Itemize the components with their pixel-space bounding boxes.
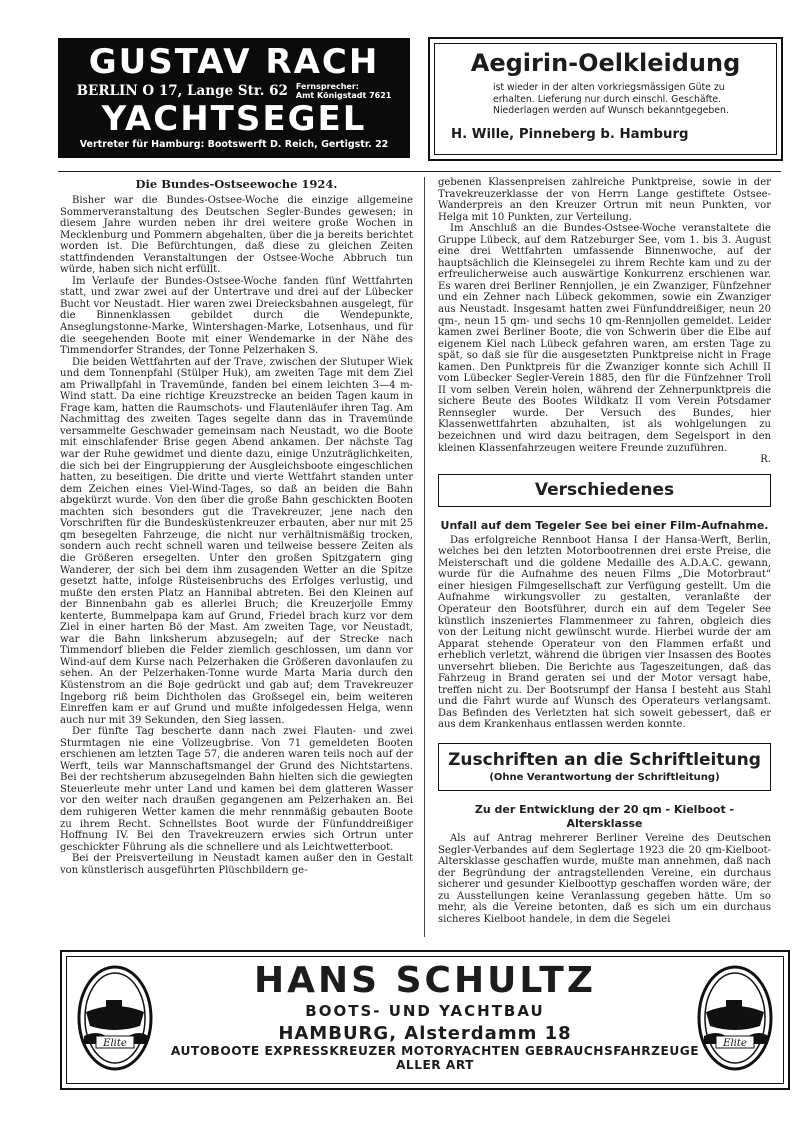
ad-rach-address-row bbox=[58, 82, 410, 100]
top-rule bbox=[58, 171, 781, 172]
ad-rach-phone-number: Amt Königstadt 7621 bbox=[295, 91, 392, 100]
article-title: Unfall auf dem Tegeler See bei einer Film-Aufnahme. bbox=[440, 518, 769, 532]
ad-schultz-center bbox=[152, 960, 698, 1047]
ad-rach-name: GUSTAV RACH bbox=[88, 42, 380, 82]
ad-rach-product: YACHTSEGEL bbox=[101, 99, 367, 139]
ad-aegirin-line: Niederlagen werden auf Wunsch bekanntgegeben. bbox=[493, 105, 729, 116]
logo-text: Elite bbox=[103, 1038, 127, 1049]
ad-schultz-firm: HANS SCHULTZ bbox=[254, 960, 596, 1001]
article-paragraph: Das erfolgreiche Rennboot Hansa I der Hansa-Werft, Berlin, welches bei den letzten Motorbootrennen drei erste Preise, die Meisterschaft und die goldene Medaille des A.D.A.C. gewann, wurde für die Aufnahme des neuen Films „Die Motorbraut“ einer hiesigen Filmgesellschaft zur Verfügung gestellt. Um die Aufnahme wirkungsvoller zu gestalten, veranlaßte der Operateur den Bootsführer, durch ein auf dem Tegeler See künstlich inszeniertes Flammenmeer zu fahren, obgleich dies von der Leitung nicht gewünscht wurde. Hierbei wurde der am Apparat stehende Operateur von den Flammen erfaßt und erheblich verletzt, während die übrigen vier Insassen des Bootes unversehrt blieben. Die Berichte aus Tageszeitungen, daß das Fahrzeug in Brand geraten sei und der Motor versagt habe, treffen nicht zu. Der Bootsrumpf der Hansa I besteht aus Stahl und die Fahrt wurde auf Wunsch des Operateurs verlangsamt. Das Befinden des Verletzten hat sich soweit gebessert, daß er aus dem Krankenhaus entlassen werden konnte. bbox=[438, 534, 771, 731]
logo-text: Elite bbox=[723, 1038, 747, 1049]
article-paragraph: Der fünfte Tag bescherte dann nach zwei Flauten- und zwei Sturmtagen nie eine Vollzeugbrise. Von 71 gemeldeten Booten erschienen am letzten Tage 57, die anderen waren teils noch auf der Werft, teils war Mannschaftsmangel der Grund des Nichtstartens. Bei der rechtsherum abzusegelnden Bahn hielten sich die gewiegten Steuerleute mehr unter Land und kamen bei dem glatteren Wasser vor den weiter nach draußen gegangenen am Pelzerhaken an. Bei dem ruhigeren Wetter kamen die mehr rennmäßig gebauten Boote zu ihrem Recht. Schnellstes Boot wurde der Fünfunddreißiger Hoffnung IV. Bei den Travekreuzern erwies sich Ortrun unter geschickter Führung als die schnellere und als Leichtwetterboot. bbox=[60, 726, 413, 853]
section-heading-title: Zuschriften an die Schriftleitung bbox=[448, 749, 761, 770]
article-signature: R. bbox=[760, 454, 771, 466]
article-paragraph: Als auf Antrag mehrerer Berliner Vereine des Deutschen Segler-Verbandes auf dem Seglertage 1923 die 20 qm-Kielboot-Altersklasse geschaffen wurde, mußte man annehmen, daß nach der Begründung der antragstellenden Vereine, ein durchaus sicherer und gesunder Kielboottyp geschaffen worden wäre, der zu Ausstellungen keine Veranlassung gegeben hätte. Um so mehr, als die Vereine betonten, daß es sich um ein durchaus sicheres Kielboot handele, in dem die Segelei bbox=[438, 832, 771, 925]
ad-aegirin bbox=[428, 37, 783, 161]
ad-schultz-city: HAMBURG, Alsterdamm 18 bbox=[278, 1023, 572, 1044]
article-paragraph: Die beiden Wettfahrten auf der Trave, zwischen der Slutuper Wiek und dem Tonnenpfahl (Stülper Huk), am zweiten Tage mit dem Ziel am Priwallpfahl in Travemünde, fanden bei einem leichten 3—4 m-Wind statt. Da eine richtige Kreuzstrecke an beiden Tagen kaum in Frage kam, hatten die Raumschots- und Flautenläufer ihren Tag. Am Nachmittag des zweiten Tages segelte dann das in Travemünde versammelte Geschwader gemeinsam nach Neustadt, wo die Boote mit einschlafender Brise gegen Abend ankamen. Der nächste Tag war der Ruhe gewidmet und diente dazu, einige Unzuträglichkeiten, die sich bei der Eingruppierung der Ausgleichsboote eingeschlichen hatten, zu beseitigen. Die dritte und vierte Wettfahrt standen unter dem Zeichen eines Viel-Wind-Tages, so daß an beiden die Bahn abgekürzt wurde. Von den über die große Bahn geschickten Booten machten sich besonders gut die Travekreuzer, jene nach den Vorschriften für die Bundesküstenkreuzer erbauten, aber nur mit 25 qm besegelten Fahrzeuge, die nicht nur verhältnismäßig trocken, sondern auch recht schnell waren und teilweise bessere Zeiten als die Größeren ersegelten. Unter den großen Spitzgatern ging Wanderer, der sich bei dem ihm zusagenden Wetter an die Spitze gesetzt hatte, infolge Rüsteisenbruchs des Erfolges verlustig, und mußte den ersten Platz an Hannibal abtreten. Bei den Kleinen auf der Binnenbahn gab es allerlei Bruch; die Kreuzerjolle Emmy kenterte, Bummelpapa kam auf Grund, Friedel brach kurz vor dem Ziel in einer harten Bö der Mast. Am zweiten Tage, vor Neustadt, war die Bahn linksherum abzusegeln; auf der Strecke nach Timmendorf blieben die Felder ziemlich geschlossen, um dann vor Wind-auf dem Kurse nach Pelzerhaken die Größeren davonlaufen zu sehen. An der Pelzerhaken-Tonne wurde Marta Maria durch den Küstenstrom an die Boje gedrückt und gab auf; dem Travekreuzer Ingeborg riß beim Dichtholen das Großsegel ein, beim weiteren Einreffen kam er auf Grund und mußte infolgedessen Helga, wenn auch nur mit 39 Sekunden, den Sieg lassen. bbox=[60, 356, 413, 726]
ad-aegirin-text bbox=[443, 82, 768, 117]
article-title: Die Bundes-Ostseewoche 1924. bbox=[135, 177, 338, 191]
article-paragraph: Bei der Preisverteilung in Neustadt kamen außer den in Gestalt von künstlerisch ausgeführten Plüschbildern ge- bbox=[60, 853, 413, 876]
left-column bbox=[60, 177, 413, 937]
ad-rach-representative: Vertreter für Hamburg: Bootswerft D. Reich, Gertigstr. 22 bbox=[79, 139, 389, 150]
boat-emblem-logo bbox=[76, 964, 154, 1072]
right-column bbox=[438, 177, 771, 937]
ad-gustav-rach bbox=[58, 38, 410, 158]
ad-rach-phone-label: Fernsprecher: bbox=[295, 82, 359, 91]
section-heading-subtitle: (Ohne Verantwortung der Schriftleitung) bbox=[489, 771, 720, 783]
column-divider bbox=[424, 177, 425, 937]
ad-hans-schultz bbox=[60, 950, 790, 1090]
ad-aegirin-inner-frame bbox=[434, 43, 777, 155]
section-heading-zuschriften bbox=[438, 743, 771, 791]
boat-emblem-logo bbox=[696, 964, 774, 1072]
article-paragraph: Bisher war die Bundes-Ostsee-Woche die einzige allgemeine Sommerveranstaltung des Deutschen Segler-Bundes gewesen; in diesem Jahre wurden neben ihr drei weitere große Wochen in Mecklenburg und Pommern abgehalten, über die ja bereits berichtet worden ist. Die Befürchtungen, daß diese zu gleichen Zeiten stattfindenden Veranstaltungen der Ostsee-Woche Abbruch tun würde, haben sich nicht erfüllt. bbox=[60, 195, 413, 276]
article-paragraph: Im Verlaufe der Bundes-Ostsee-Woche fanden fünf Wettfahrten statt, und zwar zwei auf der Untertrave und drei auf der Lübecker Bucht vor Neustadt. Hier waren zwei Dreiecksbahnen ausgelegt, für die Binnenklassen gebildet durch die Wendepunkte, Anseglungstonne-Marke, Wintershagen-Marke, Lotsenhaus, und für die seegehenden Boote mit einer Wendemarke in der Nähe des Timmendorfer Strandes, der Tonne Pelzerhaken S. bbox=[60, 275, 413, 357]
article-paragraph: Im Anschluß an die Bundes-Ostsee-Woche veranstaltete die Gruppe Lübeck, auf dem Ratzeburger See, vom 1. bis 3. August eine drei Wettfahrten umfassende Binnenwoche, auf der hauptsächlich die Kleinsegelei zu ihrem Rechte kam und zu der erfreulicherweise auch auswärtige Konkurrenz erschienen war. Es waren drei Berliner Rennjollen, je ein Zwanziger, Fünfzehner und ein Zehner nach Lübeck gekommen, sowie ein Zwanziger aus Neustadt. Insgesamt hatten zwei Fünfunddreißiger, neun 20 qm-, neun 15 qm- und sechs 10 qm-Rennjollen gemeldet. Leider kamen zwei Berliner Boote, die von Schwerin über die Elbe auf eigenem Kiel nach Lübeck gefahren waren, am ersten Tage zu spät, so daß sie für die ausgesetzten Punktpreise nicht in Frage kamen. Den Punktpreis für die Zwanziger konnte sich Achill II vom Lübecker Segler-Verein 1885, den für die Fünfzehner Troll II vom selben Verein holen, während der Zehnerpunktpreis die sichere Beute des Bootes Wildkatz II vom Verein Potsdamer Rennsegler wurde. Der Versuch des Bundes, hier Klassenwettfahrten abzuhalten, ist als wohlgelungen zu bezeichnen und wird dazu beitragen, dem Segelsport in den kleinen Klassenfahrzeugen weitere Freunde zuzuführen. bbox=[438, 223, 771, 454]
ad-schultz-subtitle: BOOTS- UND YACHTBAU bbox=[305, 1002, 545, 1020]
ad-aegirin-line: ist wieder in der alten vorkriegsmässigen Güte zu bbox=[493, 82, 725, 93]
ad-aegirin-line: erhalten. Lieferung nur durch einschl. Geschäfte. bbox=[493, 93, 722, 105]
section-heading-verschiedenes: Verschiedenes bbox=[438, 474, 771, 507]
article-title: Zu der Entwicklung der 20 qm - Kielboot - Altersklasse bbox=[474, 802, 735, 830]
ad-schultz-products: AUTOBOOTE EXPRESSKREUZER MOTORYACHTEN GEBRAUCHSFAHRZEUGE ALLER ART bbox=[170, 1044, 700, 1072]
ad-aegirin-title: Aegirin-Oelkleidung bbox=[470, 49, 741, 77]
ad-rach-phone bbox=[296, 82, 391, 100]
ad-rach-address: BERLIN O 17, Lange Str. 62 bbox=[76, 83, 288, 99]
ad-aegirin-firm: H. Wille, Pinneberg b. Hamburg bbox=[451, 126, 689, 142]
article-paragraph: gebenen Klassenpreisen zahlreiche Punktpreise, sowie in der Travekreuzerklasse der von Herrn Lange gestiftete Ostsee-Wanderpreis an den Kreuzer Ortrun mit neun Punkten, vor Helga mit 10 Punkten, zur Verteilung. bbox=[438, 177, 771, 223]
